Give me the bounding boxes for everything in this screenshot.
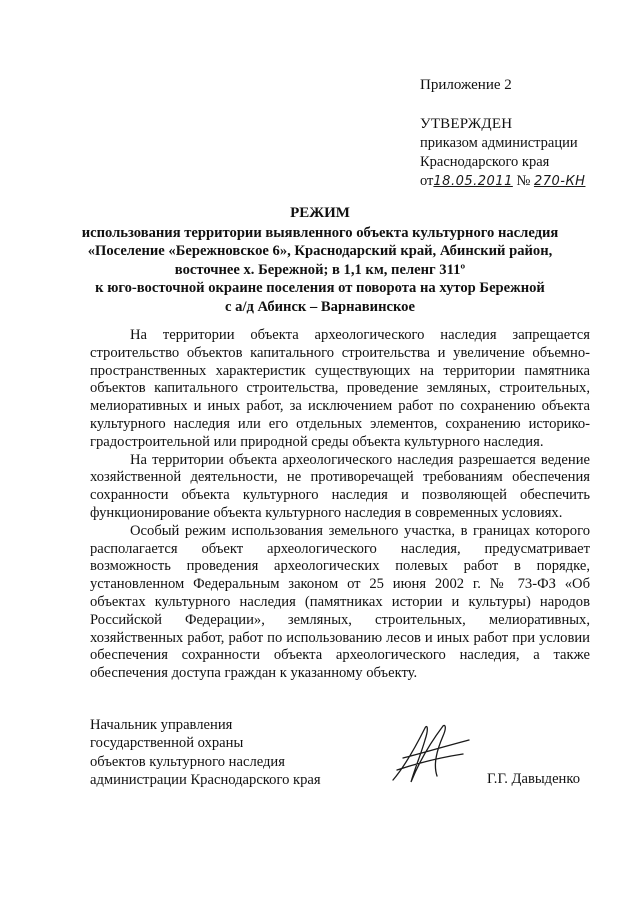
subtitle-line: использования территории выявленного объекта культурного наследия (81, 225, 559, 241)
position-line: объектов культурного наследия (90, 753, 285, 770)
position-line: государственной охраны (90, 735, 244, 752)
number-prefix: № (516, 173, 531, 189)
document-title: РЕЖИМ (290, 205, 350, 221)
approval-block (420, 115, 585, 191)
date-prefix: от (420, 173, 434, 189)
body-paragraph: Особый режим использования земельного участка, в границах которого располагается объект археологического наследия, предусматривает возможность проведения археологических полевых работ в порядке, установленном Федеральным законом от 25 июня 2002 г. № 73-ФЗ «Об объектах культурного наследия (памятниках истории и культуры) народов Российской Федерации», земляных, строительных, мелиоративных, хозяйственных работ, работ по использованию лесов и иных работ при условии обеспечения сохранности объекта археологического наследия, а также обеспечения доступа граждан к указанному объекту. (90, 522, 590, 682)
document-subtitle (70, 224, 570, 316)
approved-line: Краснодарского края (420, 154, 550, 170)
order-date-number (420, 172, 585, 191)
appendix-label: Приложение 2 (420, 77, 512, 93)
signatory-name: Г.Г. Давыденко (487, 771, 581, 787)
subtitle-line: с а/д Абинск – Варнавинское (225, 298, 415, 315)
handwritten-number: 270-КН (533, 174, 586, 189)
body-paragraph: На территории объекта археологического наследия разрешается ведение хозяйственной деятельности, не противоречащей требованиям обеспечения сохранности объекта культурного наследия и позволяющей обеспечить функционирование объекта культурного наследия в современных условиях. (90, 451, 590, 521)
body-paragraph: На территории объекта археологического наследия запрещается строительство объектов капитального строительства и увеличение объемно-пространственных характеристик существующих на территории памятника объектов капитального строительства, проведение земляных, строительных, мелиоративных и иных работ, за исключением работ по сохранению объекта культурного наследия или его отдельных элементов, сохранению историко-градостроительной или природной среды объекта культурного наследия. (90, 327, 590, 450)
signatory-position (90, 716, 321, 790)
approved-title: УТВЕРЖДЕН (420, 116, 513, 132)
subtitle-line: «Поселение «Бережновское 6», Краснодарский край, Абинский район, (87, 243, 553, 260)
handwritten-date: 18.05.2011 (433, 174, 513, 189)
document-body (90, 327, 590, 683)
position-line: администрации Краснодарского края (90, 772, 321, 789)
handwritten-signature (385, 718, 475, 790)
position-line: Начальник управления (90, 717, 233, 733)
subtitle-line: восточнее х. Бережной; в 1,1 км, пеленг 311º (174, 261, 466, 278)
approved-line: приказом администрации (420, 135, 578, 151)
subtitle-line: к юго-восточной окраине поселения от поворота на хутор Бережной (95, 280, 545, 297)
